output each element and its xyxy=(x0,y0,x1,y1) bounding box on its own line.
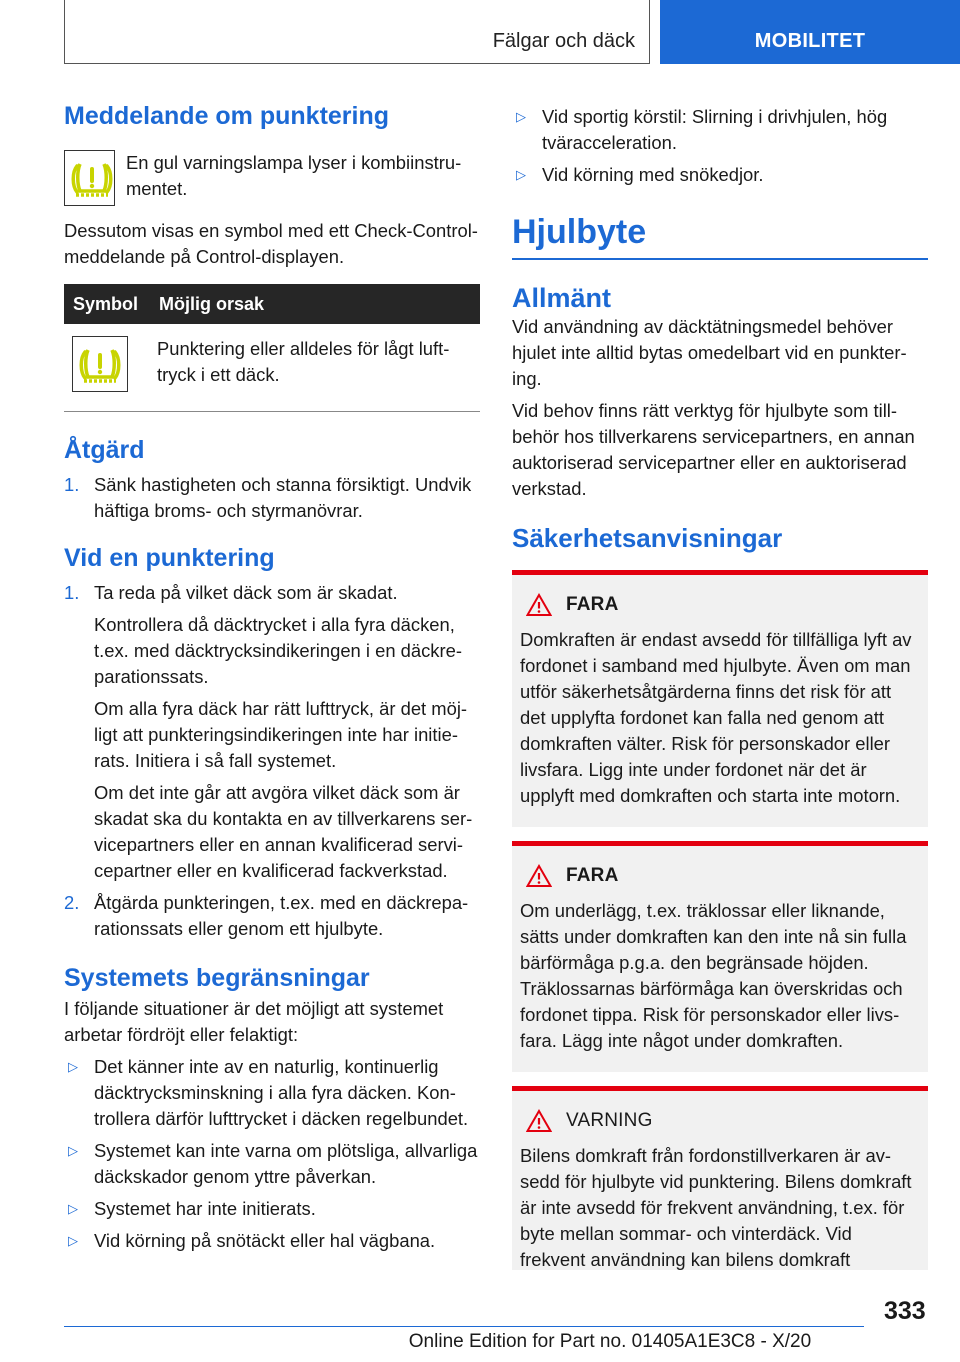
lamp-intro xyxy=(64,150,480,206)
bullet-triangle-icon: ▷ xyxy=(516,167,526,182)
list-text: Åtgärda punkteringen, t.ex. med en däckreparationssats eller genom ett hjulbyte. xyxy=(94,892,469,939)
bullet-triangle-icon: ▷ xyxy=(68,1201,78,1216)
hazard-text: Domkraften är endast avsedd för tillfälliga lyft av fordonet i samband med hjulbyte. Även om man utför säkerhetsåtgärderna finns det risk för att det upplyfta fordonet kan falla ned genom att domkraften välter. Risk för personskador eller livsfara. Ligg inte under fordonet när det är upplyft med domkraften och starta inte motorn. xyxy=(520,629,912,806)
header-section-title: Fälgar och däck xyxy=(492,30,635,52)
list-text: Det känner inte av en naturlig, kontinuerlig däcktrycksminskning i alla fyra däcken. Kontrollera därför lufttrycket i däcken regelbundet. xyxy=(94,1056,469,1129)
limits-intro: I följande situationer är det möjligt att systemet arbetar fördröjt eller felaktigt: xyxy=(64,998,444,1045)
heading-action: Åtgärd xyxy=(64,436,145,464)
list-item xyxy=(64,580,480,890)
hazard-label: FARA xyxy=(566,594,619,615)
table-header-symbol: Symbol xyxy=(64,284,150,324)
header-chapter-label: MOBILITET xyxy=(754,30,866,52)
hazard-label: VARNING xyxy=(566,1110,653,1131)
puncture-list xyxy=(64,580,480,942)
hazard-box-warning xyxy=(512,1086,928,1270)
heading-puncture-message: Meddelande om punktering xyxy=(64,102,390,130)
hazard-box-danger-2 xyxy=(512,841,928,1072)
list-text: Kontrollera då däcktrycket i alla fyra däcken, t.ex. med däcktrycksindikeringen i en däckreparationssats. xyxy=(94,614,462,687)
list-item xyxy=(64,1196,480,1222)
list-number: 1. xyxy=(64,582,80,603)
tire-pressure-warning-icon xyxy=(64,150,115,206)
heading-safety: Säkerhetsanvisningar xyxy=(512,523,783,553)
list-item xyxy=(64,1138,480,1190)
hazard-text: Om underlägg, t.ex. träklossar eller liknande, sätts under domkraften kan den inte nå sin fulla bärförmåga p.g.a. den begränsade höjden. Träklossarnas bärförmåga kan överskridas och fordonet tippa. Risk för personskador eller livsfara. Lägg inte något under domkraften. xyxy=(520,900,907,1051)
heading-rule xyxy=(512,258,928,260)
list-number: 1. xyxy=(64,474,80,495)
general-paragraph-1: Vid användning av däcktätningsmedel behöver hjulet inte alltid bytas omedelbart vid en punktering. xyxy=(512,316,907,389)
footer-edition-text: Online Edition for Part no. 01405A1E3C8 - X/20 xyxy=(408,1331,812,1352)
hazard-label: FARA xyxy=(566,865,619,886)
list-item xyxy=(512,104,928,156)
heading-puncture: Vid en punktering xyxy=(64,544,275,572)
table-header-cause: Möjlig orsak xyxy=(150,284,480,324)
list-item xyxy=(64,1054,480,1132)
general-paragraph-2: Vid behov finns rätt verktyg för hjulbyte som tillbehör hos tillverkarens servicepartners, en annan auktoriserad servicepartner eller en auktoriserad verkstad. xyxy=(512,400,915,499)
bullet-triangle-icon: ▷ xyxy=(68,1059,78,1074)
header-chapter-tab[interactable] xyxy=(660,0,960,64)
list-item xyxy=(64,890,480,942)
symbol-table xyxy=(64,284,480,412)
hazard-text: Bilens domkraft från fordonstillverkaren är avsedd för hjulbyte vid punktering. Bilens domkraft är inte avsedd för frekvent användning, t.ex. för byte mellan sommar- och vinterdäck. Vid frekvent användning kan bilens domkraft xyxy=(520,1145,912,1270)
list-text: Vid körning på snötäckt eller hal vägbana. xyxy=(94,1230,436,1251)
list-text: Systemet har inte initierats. xyxy=(94,1198,316,1219)
table-cell-cause: Punktering eller alldeles för lågt lufttryck i ett däck. xyxy=(150,324,480,412)
limits-list xyxy=(64,1054,480,1254)
list-text: Sänk hastigheten och stanna försiktigt. Undvik häftiga broms- och styrmanövrar. xyxy=(94,474,472,521)
bullet-triangle-icon: ▷ xyxy=(68,1143,78,1158)
footer-edition xyxy=(0,1331,960,1353)
list-text: Om alla fyra däck har rätt lufttryck, är det möjligt att punkteringsindikeringen inte har initierats. Initiera i så fall systemet. xyxy=(94,698,468,771)
list-text: Vid sportig körstil: Slirning i drivhjulen, hög tväracceleration. xyxy=(542,106,888,153)
list-text: Vid körning med snökedjor. xyxy=(542,164,764,185)
right-column xyxy=(512,104,928,1270)
page-number: 333 xyxy=(884,1297,926,1325)
bullet-triangle-icon: ▷ xyxy=(516,109,526,124)
table-row xyxy=(64,324,480,412)
hazard-box-danger-1 xyxy=(512,570,928,827)
warning-triangle-icon xyxy=(526,864,552,888)
warning-triangle-icon xyxy=(526,1109,552,1133)
warning-triangle-icon xyxy=(526,593,552,617)
list-item xyxy=(64,1228,480,1254)
check-control-paragraph: Dessutom visas en symbol med ett Check-Control-meddelande på Control-displayen. xyxy=(64,220,478,267)
list-text: Systemet kan inte varna om plötsliga, allvarliga däckskador genom yttre påverkan. xyxy=(94,1140,478,1187)
tire-pressure-warning-icon xyxy=(72,336,128,392)
action-list xyxy=(64,472,480,524)
heading-system-limits: Systemets begränsningar xyxy=(64,964,370,992)
heading-general: Allmänt xyxy=(512,283,612,313)
lamp-text: En gul varningslampa lyser i kombiinstrumentet. xyxy=(125,152,462,199)
heading-wheel-change: Hjulbyte xyxy=(512,213,647,251)
list-text: Om det inte går att avgöra vilket däck som är skadat ska du kontakta en av tillverkarens servicepartners eller en annan kvalificerad servicepartner eller en kvalificerad fackverkstad. xyxy=(94,782,473,881)
left-column xyxy=(64,100,480,1254)
bullet-triangle-icon: ▷ xyxy=(68,1233,78,1248)
footer-rule xyxy=(64,1326,864,1327)
list-item xyxy=(512,162,928,188)
list-text: Ta reda på vilket däck som är skadat. xyxy=(94,582,398,603)
list-number: 2. xyxy=(64,892,80,913)
list-item xyxy=(64,472,480,524)
